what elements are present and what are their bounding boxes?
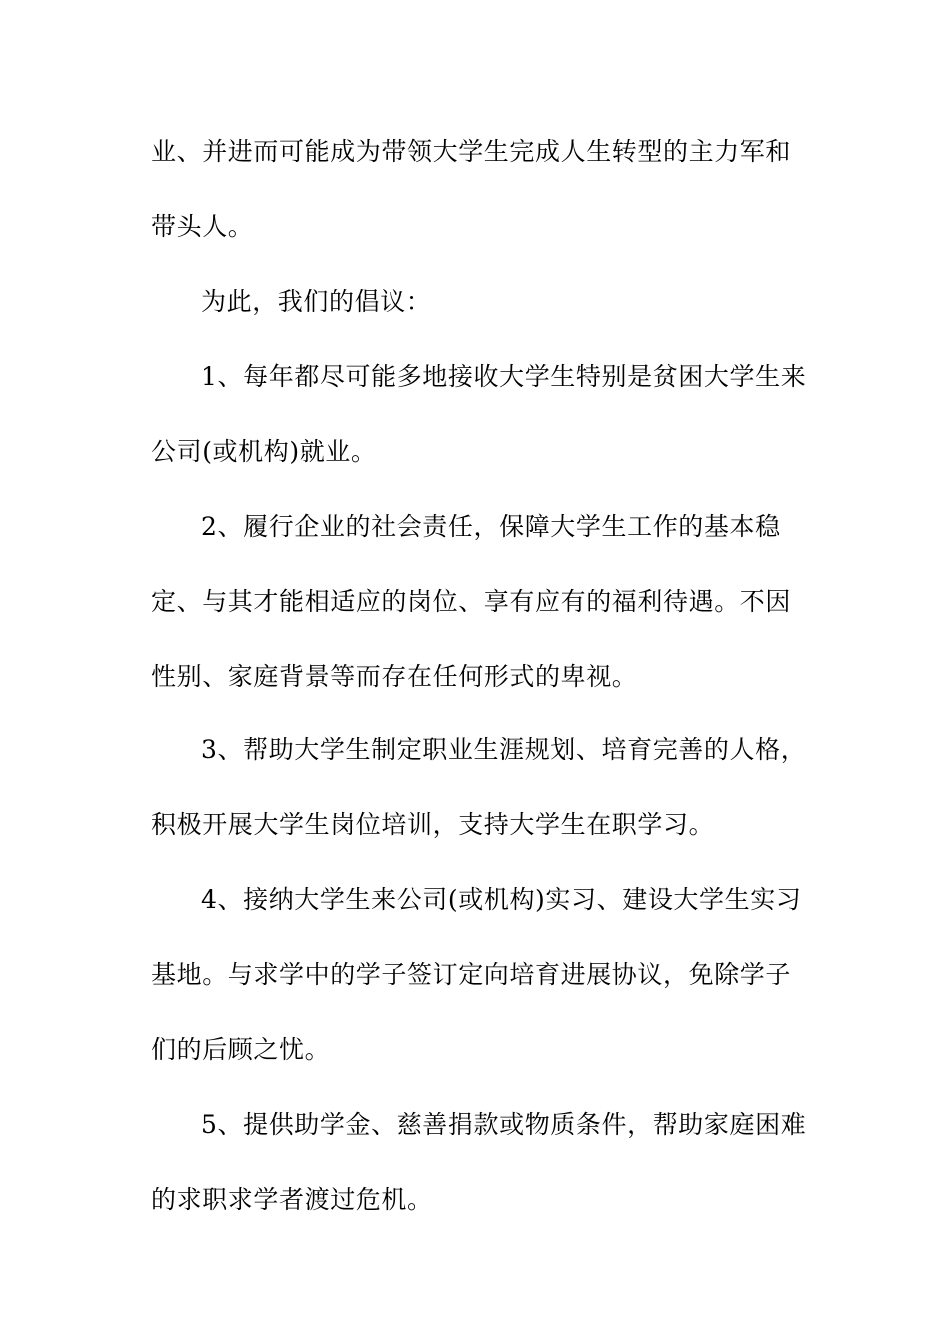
paragraph-start: 4、接纳大学生来公司(或机构)实习、建设大学生实习 <box>201 885 802 914</box>
text-line: 的求职求学者渡过危机。 <box>151 1185 433 1214</box>
paragraph-start: 3、帮助大学生制定职业生涯规划、培育完善的人格， <box>201 735 807 764</box>
text-line: 带头人。 <box>151 212 254 241</box>
paragraph-start: 为此，我们的倡议： <box>201 287 432 316</box>
paragraph-start: 1、每年都尽可能多地接收大学生特别是贫困大学生来 <box>201 362 807 391</box>
text-line: 们的后顾之忧。 <box>151 1035 331 1064</box>
paragraph-start: 2、履行企业的社会责任，保障大学生工作的基本稳 <box>201 512 781 541</box>
paragraph-start: 5、提供助学金、慈善捐款或物质条件，帮助家庭困难 <box>201 1110 807 1139</box>
text-line: 性别、家庭背景等而存在任何形式的卑视。 <box>151 662 638 691</box>
text-line: 业、并进而可能成为带领大学生完成人生转型的主力军和 <box>151 137 792 166</box>
text-line: 基地。与求学中的学子签订定向培育进展协议，免除学子 <box>151 960 792 989</box>
text-line: 定、与其才能相适应的岗位、享有应有的福利待遇。不因 <box>151 587 792 616</box>
text-line: 积极开展大学生岗位培训，支持大学生在职学习。 <box>151 810 715 839</box>
text-line: 公司(或机构)就业。 <box>151 437 377 466</box>
